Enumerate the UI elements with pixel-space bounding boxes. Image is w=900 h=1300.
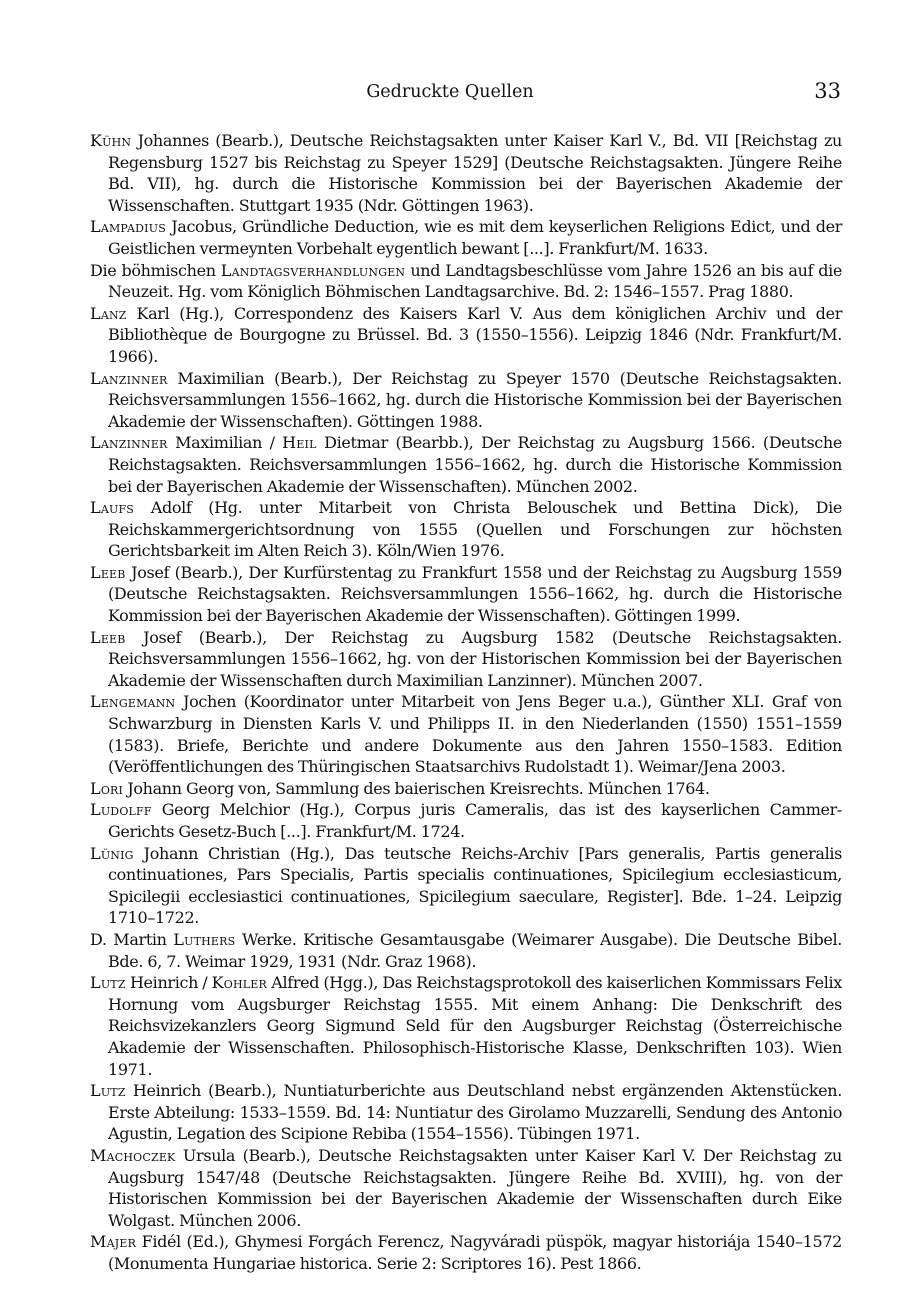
entry-text: Karl (Hg.), Correspondenz des Kaisers Karl V. Aus dem königlichen Archiv und der Bibliothèque de Bourgogne zu Brüssel. Bd. 3 (1550–1556). Leipzig 1846 (Ndr. Frankfurt/M. 1966).	[108, 303, 842, 366]
entry-text: Georg Melchior (Hg.), Corpus juris Cameralis, das ist des kayserlichen Cammer-Gerichts Gesetz-Buch [...]. Frankfurt/M. 1724.	[108, 800, 842, 841]
entry-author: Kühn	[90, 131, 132, 150]
entry-author: Lampadius	[90, 217, 166, 237]
entry-text-continued: Dietmar (Bearbb.), Der Reichstag zu Augsburg 1566. (Deutsche Reichstagsakten. Reichsversammlungen 1556–1662, hg. durch die Historische Kommission bei der Bayerischen Akademie der Wissenschaften). München 2002.	[108, 433, 842, 496]
entry-author: Lanzinner	[90, 368, 168, 388]
entry-text: Ursula (Bearb.), Deutsche Reichstagsakten unter Kaiser Karl V. Der Reichstag zu Augsburg 1547/48 (Deutsche Reichstagsakten. Jüngere Reihe Bd. XVIII), hg. von der Historischen Kommission bei der Bayerischen Akademie der Wissenschaften durch Eike Wolgast. München 2006.	[108, 1145, 842, 1230]
entry-author: Landtagsverhandlungen	[220, 260, 406, 280]
page-number: 33	[814, 79, 841, 103]
entry-text: Fidél (Ed.), Ghymesi Forgách Ferencz, Nagyváradi püspök, magyar historiája 1540–1572 (Monumenta Hungariae historica. Serie 2: Scriptores 16). Pest 1866.	[108, 1232, 842, 1273]
entry-author: Leeb	[90, 627, 126, 647]
bibliography-list	[90, 130, 842, 1274]
entry-author: Lutz	[90, 973, 126, 993]
bibliography-entry	[90, 929, 842, 972]
bibliography-entry	[90, 778, 842, 800]
running-title: Gedruckte Quellen	[366, 82, 534, 102]
entry-author: Lanzinner	[90, 433, 168, 453]
bibliography-entry	[90, 972, 842, 1080]
entry-text: Adolf (Hg. unter Mitarbeit von Christa Belouschek und Bettina Dick), Die Reichskammergerichtsordnung von 1555 (Quellen und Forschungen zur höchsten Gerichtsbarkeit im Alten Reich 3). Köln/Wien 1976.	[108, 498, 842, 561]
entry-author: Lünig	[90, 843, 134, 863]
entry-text: Heinrich /	[125, 973, 212, 993]
bibliography-entry	[90, 843, 842, 929]
entry-text: Jochen (Koordinator unter Mitarbeit von Jens Beger u.a.), Günther XLI. Graf von Schwarzburg in Diensten Karls V. und Philipps II. in den Niederlanden (1550) 1551–1559 (1583). Briefe, Berichte und andere Dokumente aus den Jahren 1550–1583. Edition (Veröffentlichungen des Thüringischen Staatsarchivs Rudolstadt 1). Weimar/Jena 2003.	[108, 692, 842, 777]
entry-author: Majer	[90, 1232, 137, 1252]
entry-text: Johann Christian (Hg.), Das teutsche Reichs-Archiv [Pars generalis, Partis generalis continuationes, Pars Specialis, Partis specialis continuationes, Spicilegium ecclesiasticum, Spicilegii ecclesiastici continuationes, Spicilegium saeculare, Register]. Bde. 1–24. Leipzig 1710–1722.	[108, 843, 842, 928]
entry-text: Johann Georg von, Sammlung des baierischen Kreisrechts. München 1764.	[123, 778, 710, 798]
entry-author: Lanz	[90, 303, 127, 323]
bibliography-entry	[90, 627, 842, 692]
entry-text: und Landtagsbeschlüsse vom Jahre 1526 an bis auf die Neuzeit. Hg. vom Königlich Böhmischen Landtagsarchive. Bd. 2: 1546–1557. Prag 1880.	[108, 260, 842, 302]
entry-text: Johannes (Bearb.), Deutsche Reichstagsakten unter Kaiser Karl V., Bd. VII [Reichstag zu Regensburg 1527 bis Reichstag zu Speyer 1529] (Deutsche Reichstagsakten. Jüngere Reihe Bd. VII), hg. durch die Historische Kommission bei der Bayerischen Akademie der Wissenschaften. Stuttgart 1935 (Ndr. Göttingen 1963).	[108, 131, 842, 215]
bibliography-entry	[90, 303, 842, 368]
bibliography-entry	[90, 216, 842, 259]
bibliography-entry	[90, 497, 842, 562]
bibliography-entry	[90, 562, 842, 627]
bibliography-entry	[90, 260, 842, 303]
entry-text: Heinrich (Bearb.), Nuntiaturberichte aus Deutschland nebst ergänzenden Aktenstücken. Erste Abteilung: 1533–1559. Bd. 14: Nuntiatur des Girolamo Muzzarelli, Sendung des Antonio Agustin, Legation des Scipione Rebiba (1554–1556). Tübingen 1971.	[108, 1081, 842, 1144]
entry-text: Maximilian (Bearb.), Der Reichstag zu Speyer 1570 (Deutsche Reichstagsakten. Reichsversammlungen 1556–1662, hg. durch die Historische Kommission bei der Bayerischen Akademie der Wissenschaften). Göttingen 1988.	[108, 368, 842, 431]
bibliography-entry	[90, 1231, 842, 1274]
entry-prefix: Die böhmischen	[90, 260, 221, 280]
entry-coauthor: Kohler	[211, 973, 268, 993]
entry-text: Werke. Kritische Gesamtausgabe (Weimarer Ausgabe). Die Deutsche Bibel. Bde. 6, 7. Weimar 1929, 1931 (Ndr. Graz 1968).	[108, 929, 842, 971]
entry-author: Lengemann	[90, 692, 176, 712]
entry-author: Luthers	[173, 929, 236, 949]
entry-author: Machoczek	[90, 1145, 176, 1165]
bibliography-entry	[90, 1145, 842, 1231]
entry-author: Lutz	[90, 1081, 126, 1101]
entry-author: Leeb	[90, 562, 126, 582]
entry-author: Laufs	[90, 498, 135, 518]
bibliography-entry	[90, 691, 842, 777]
entry-coauthor: Heil	[282, 433, 317, 453]
entry-text: Maximilian /	[167, 433, 283, 453]
entry-author: Ludolff	[90, 800, 152, 820]
entry-text: Josef (Bearb.), Der Kurfürstentag zu Frankfurt 1558 und der Reichstag zu Augsburg 1559 (Deutsche Reichstagsakten. Reichsversammlungen 1556–1662, hg. durch die Historische Kommission bei der Bayerischen Akademie der Wissenschaften). Göttingen 1999.	[108, 562, 842, 626]
bibliography-entry	[90, 1080, 842, 1145]
entry-text: Jacobus, Gründliche Deduction, wie es mit dem keyserlichen Religions Edict, und der Geistlichen vermeynten Vorbehalt eygentlich bewant [...]. Frankfurt/M. 1633.	[108, 217, 842, 258]
bibliography-entry	[90, 130, 842, 216]
bibliography-entry	[90, 368, 842, 433]
bibliography-entry	[90, 799, 842, 842]
entry-prefix: D. Martin	[90, 929, 174, 949]
bibliography-entry	[90, 432, 842, 497]
entry-text-continued: Alfred (Hgg.), Das Reichstagsprotokoll des kaiserlichen Kommissars Felix Hornung vom Augsburger Reichstag 1555. Mit einem Anhang: Die Denkschrift des Reichsvizekanzlers Georg Sigmund Seld für den Augsburger Reichstag (Österreichische Akademie der Wissenschaften. Philosophisch-Historische Klasse, Denkschriften 103). Wien 1971.	[108, 973, 842, 1079]
entry-author: Lori	[90, 778, 124, 798]
entry-text: Josef (Bearb.), Der Reichstag zu Augsburg 1582 (Deutsche Reichstagsakten. Reichsversammlungen 1556–1662, hg. von der Historischen Kommission bei der Bayerischen Akademie der Wissenschaften durch Maximilian Lanzinner). München 2007.	[108, 627, 842, 690]
